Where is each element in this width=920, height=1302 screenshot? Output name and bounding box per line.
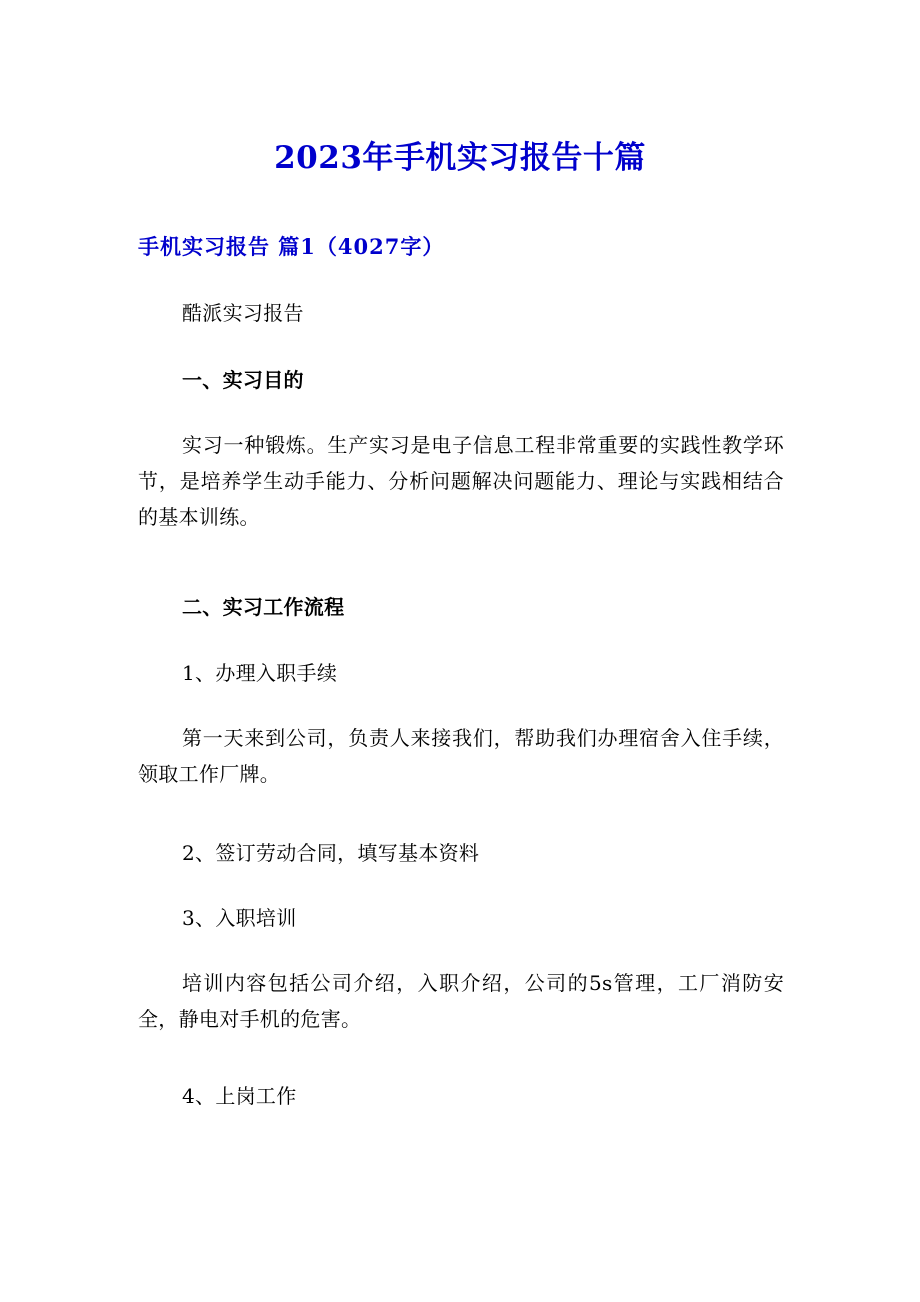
- paragraph-step-4: 4、上岗工作: [182, 1084, 297, 1108]
- section-heading: 手机实习报告 篇1（4027字）: [138, 234, 445, 259]
- heading-internship-purpose: 一、实习目的: [182, 368, 304, 392]
- document-title: 2023年手机实习报告十篇: [274, 140, 646, 176]
- paragraph-step-1: 1、办理入职手续: [182, 661, 338, 685]
- paragraph-step-3: 3、入职培训: [182, 906, 297, 930]
- paragraph-report-name: 酷派实习报告: [182, 301, 304, 325]
- paragraph-step-2: 2、签订劳动合同，填写基本资料: [182, 841, 480, 865]
- paragraph-purpose-body: 实习一种锻炼。生产实习是电子信息工程非常重要的实践性教学环节，是培养学生动手能力、分析问题解决问题能力、理论与实践相结合的基本训练。: [138, 433, 784, 529]
- paragraph-step-3-body: 培训内容包括公司介绍，入职介绍，公司的5s管理，工厂消防安全，静电对手机的危害。: [138, 971, 784, 1031]
- paragraph-step-1-body: 第一天来到公司，负责人来接我们，帮助我们办理宿舍入住手续，领取工作厂牌。: [138, 726, 784, 786]
- heading-work-process: 二、实习工作流程: [182, 595, 345, 619]
